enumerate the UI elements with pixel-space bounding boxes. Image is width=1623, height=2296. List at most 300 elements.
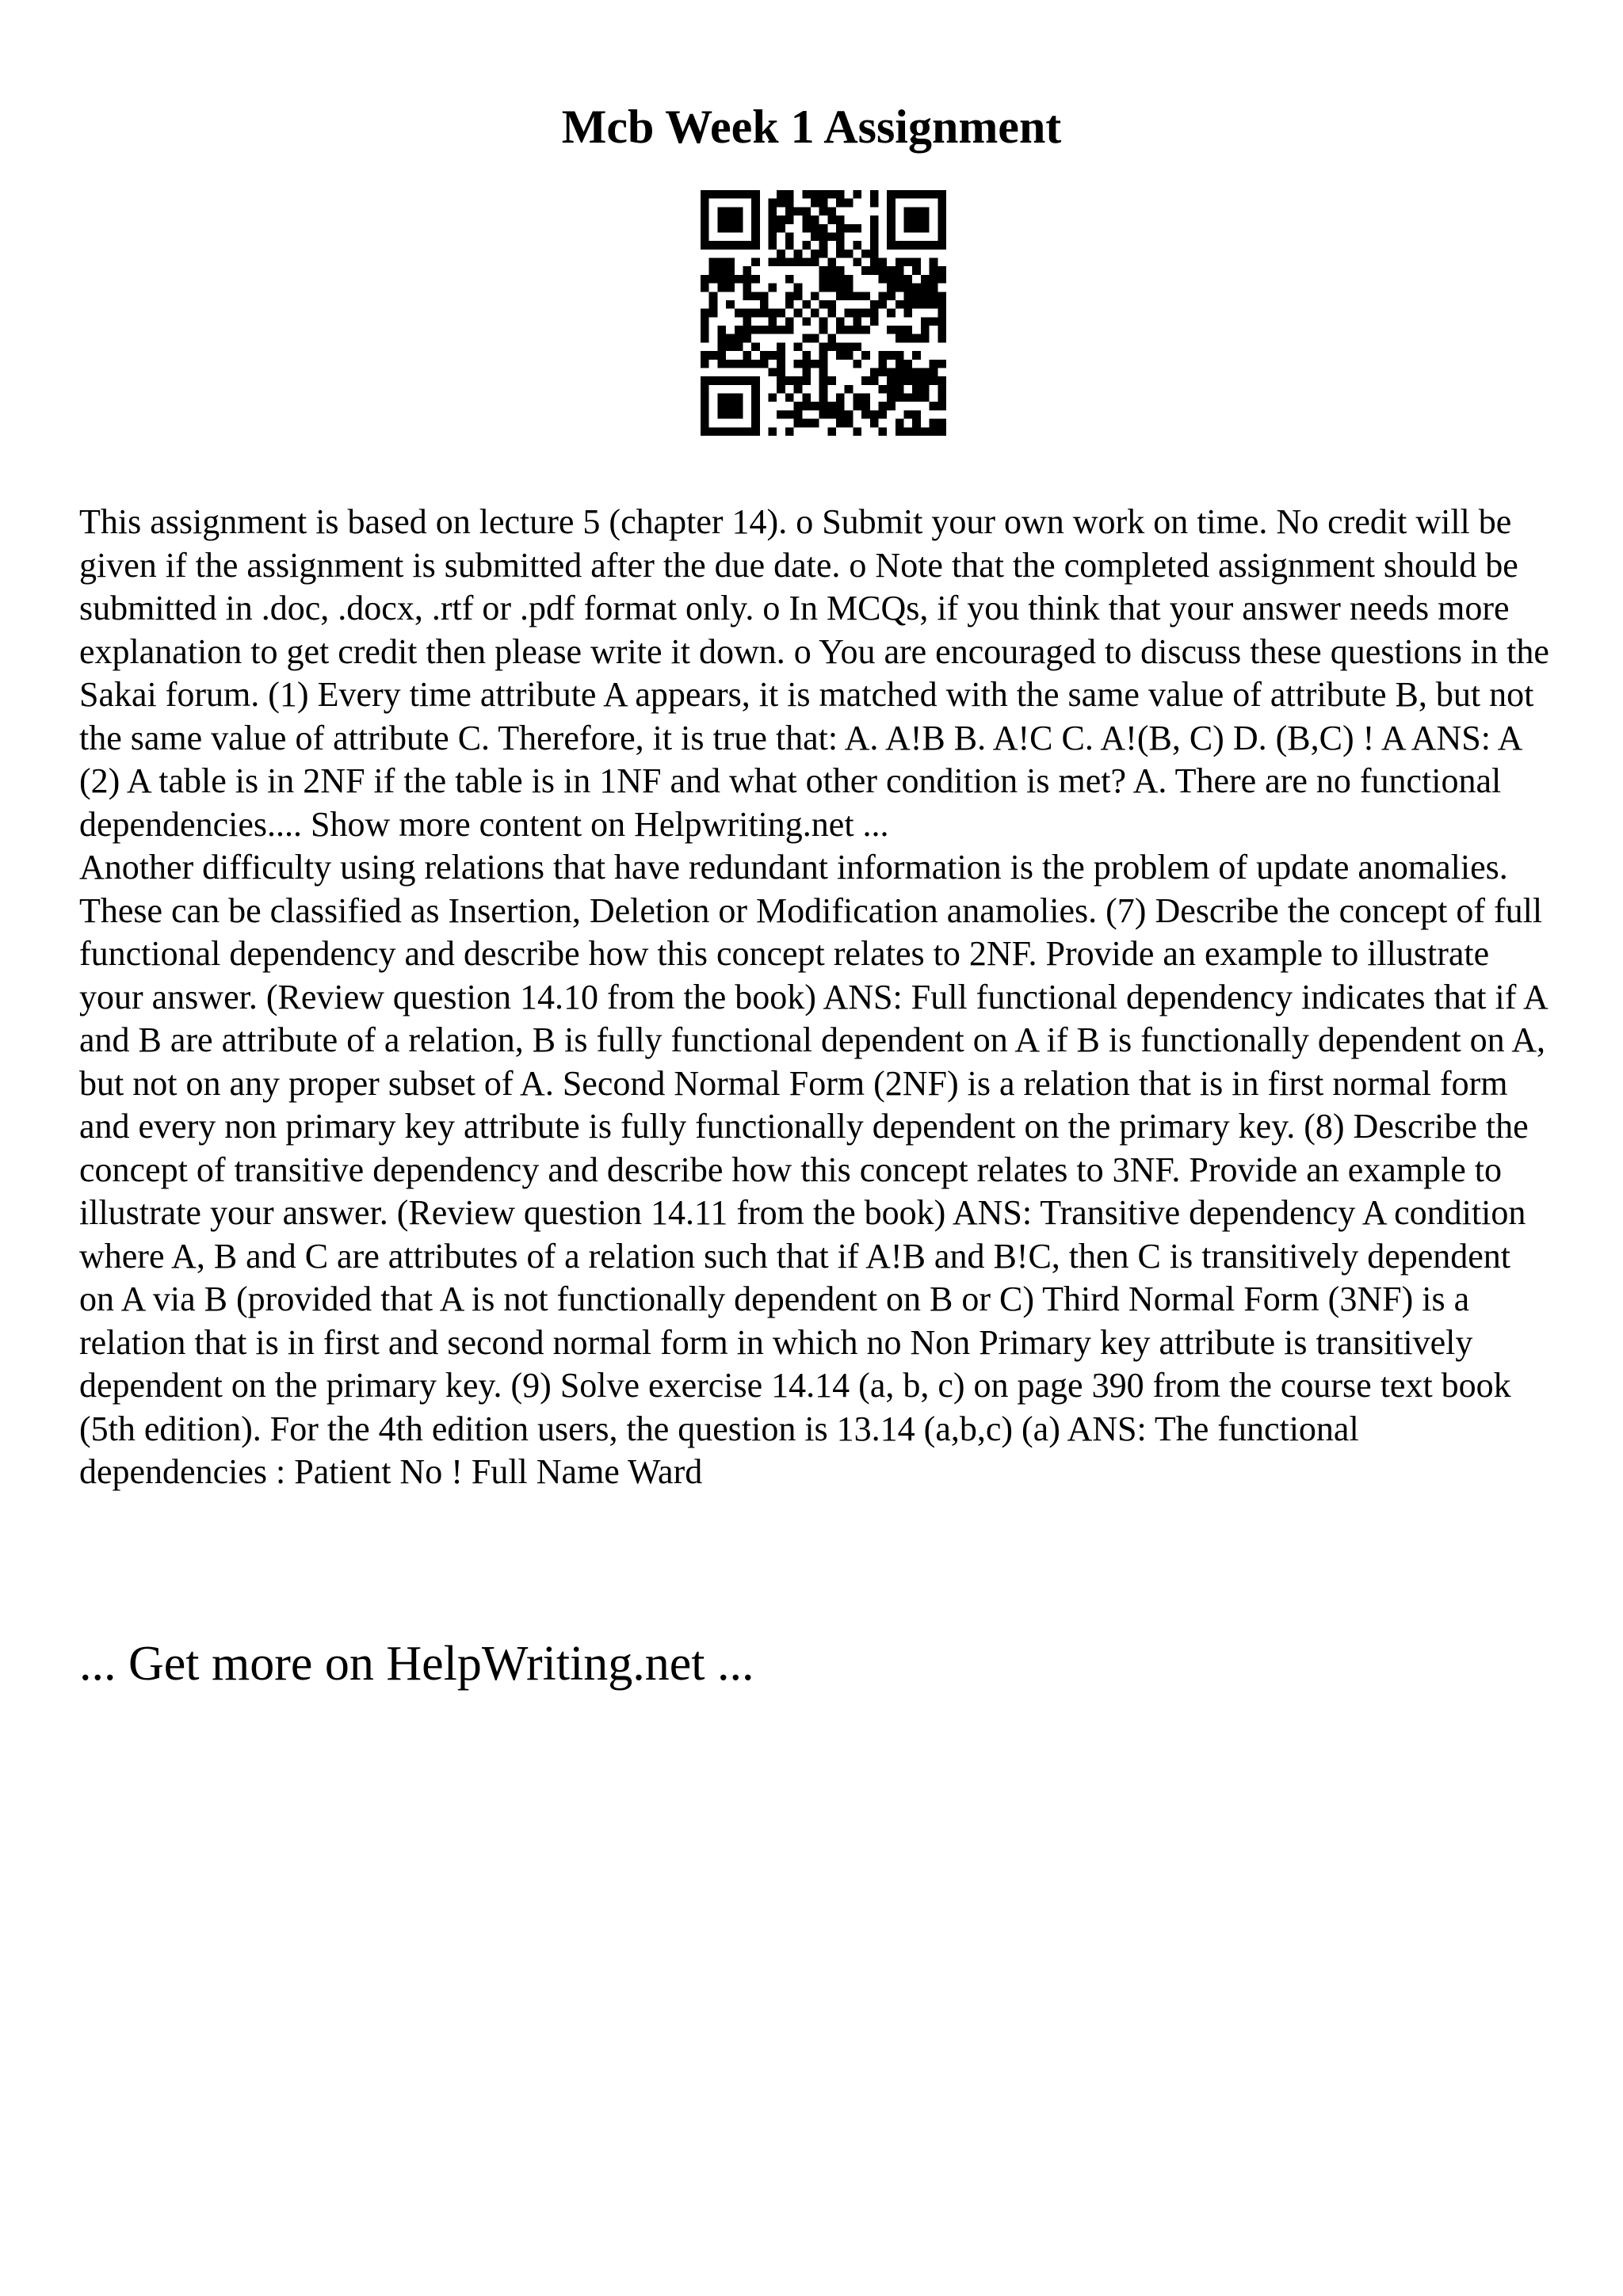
qr-module	[751, 258, 760, 267]
qr-module	[930, 258, 938, 267]
qr-module	[930, 300, 938, 309]
qr-module	[769, 199, 777, 208]
qr-module	[751, 342, 760, 351]
qr-module	[921, 215, 930, 224]
qr-module	[802, 241, 811, 250]
qr-module	[845, 199, 854, 208]
qr-module	[794, 385, 803, 394]
qr-module	[760, 300, 769, 309]
qr-module	[735, 215, 743, 224]
qr-module	[938, 309, 946, 318]
qr-module	[861, 351, 870, 360]
qr-module	[811, 215, 819, 224]
qr-module	[836, 275, 845, 284]
qr-module	[751, 207, 760, 215]
qr-module	[794, 284, 803, 292]
qr-module	[743, 190, 751, 199]
qr-module	[921, 317, 930, 326]
page-title: Mcb Week 1 Assignment	[561, 101, 1062, 153]
qr-module	[769, 368, 777, 376]
qr-module	[870, 224, 879, 233]
qr-module	[785, 232, 794, 241]
qr-module	[769, 215, 777, 224]
qr-module	[726, 275, 735, 284]
qr-module	[845, 419, 854, 428]
qr-module	[836, 266, 845, 275]
qr-module	[930, 376, 938, 385]
qr-module	[794, 410, 803, 419]
qr-module	[904, 190, 913, 199]
qr-module	[735, 190, 743, 199]
qr-module	[777, 410, 785, 419]
qr-module	[819, 394, 828, 402]
qr-module	[726, 190, 735, 199]
qr-module	[743, 317, 751, 326]
qr-module	[751, 385, 760, 394]
qr-module	[930, 190, 938, 199]
qr-module	[845, 342, 854, 351]
qr-module	[743, 334, 751, 343]
qr-module	[896, 394, 904, 402]
qr-module	[930, 402, 938, 410]
qr-module	[921, 394, 930, 402]
qr-module	[819, 199, 828, 208]
qr-module	[785, 258, 794, 267]
qr-module	[887, 292, 896, 300]
qr-module	[769, 394, 777, 402]
qr-module	[853, 317, 861, 326]
qr-module	[717, 266, 726, 275]
qr-module	[751, 402, 760, 410]
qr-module	[845, 250, 854, 258]
qr-module	[777, 326, 785, 334]
qr-module	[904, 368, 913, 376]
qr-module	[743, 427, 751, 436]
qr-module	[701, 275, 709, 284]
qr-module	[853, 241, 861, 250]
qr-module	[802, 402, 811, 410]
qr-module	[912, 190, 921, 199]
qr-module	[760, 360, 769, 368]
qr-module	[930, 419, 938, 428]
qr-module	[726, 394, 735, 402]
qr-module	[896, 326, 904, 334]
qr-module	[836, 241, 845, 250]
qr-module	[701, 419, 709, 428]
qr-module	[811, 402, 819, 410]
qr-module	[819, 342, 828, 351]
qr-module	[802, 207, 811, 215]
qr-module	[878, 300, 887, 309]
qr-module	[743, 275, 751, 284]
qr-module	[827, 427, 836, 436]
qr-module	[878, 292, 887, 300]
qr-module	[701, 410, 709, 419]
qr-module	[938, 427, 946, 436]
qr-module	[912, 427, 921, 436]
qr-module	[836, 232, 845, 241]
qr-module	[827, 334, 836, 343]
qr-module	[717, 376, 726, 385]
qr-module	[912, 410, 921, 419]
qr-module	[819, 410, 828, 419]
qr-module	[921, 326, 930, 334]
qr-module	[887, 241, 896, 250]
qr-module	[785, 376, 794, 385]
qr-module	[701, 427, 709, 436]
qr-module	[785, 394, 794, 402]
qr-module	[777, 250, 785, 258]
qr-module	[701, 309, 709, 318]
qr-code-icon	[701, 190, 946, 436]
qr-module	[921, 385, 930, 394]
qr-module	[912, 292, 921, 300]
qr-module	[921, 241, 930, 250]
qr-module	[861, 292, 870, 300]
qr-module	[726, 334, 735, 343]
qr-module	[930, 241, 938, 250]
qr-module	[938, 402, 946, 410]
qr-module	[853, 224, 861, 233]
qr-module	[904, 207, 913, 215]
qr-module	[802, 258, 811, 267]
qr-module	[726, 284, 735, 292]
qr-module	[912, 351, 921, 360]
qr-module	[769, 258, 777, 267]
qr-module	[802, 419, 811, 428]
qr-module	[853, 394, 861, 402]
qr-module	[887, 224, 896, 233]
qr-module	[751, 419, 760, 428]
qr-module	[717, 224, 726, 233]
qr-module	[701, 334, 709, 343]
qr-module	[836, 326, 845, 334]
qr-module	[887, 190, 896, 199]
body-paragraph: Another difficulty using relations that have redundant information is the problem of update anomalies. These can be classified as Insertion, Deletion or Modification anamolies. (7) Describe the concept of full functional dependency and describe how this concept relates to 2NF. Provide an example to illustrate your answer. (Review question 14.10 from the book) ANS: Full functional dependency indicates that if A and B are attribute of a relation, B is fully functional dependent on A if B is functionally dependent on A, but not on any proper subset of A. Second Normal Form (2NF) is a relation that is in first normal form and every non primary key attribute is fully functionally dependent on the primary key. (8) Describe the concept of transitive dependency and describe how this concept relates to 3NF. Provide an example to illustrate your answer. (Review question 14.11 from the book) ANS: Transitive dependency A condition where A, B and C are attributes of a relation such that if A!B and B!C, then C is transitively dependent on A via B (provided that A is not functionally dependent on B or C) Third Normal Form (3NF) is a relation that is in first and second normal form in which no Non Primary key attribute is transitively dependent on the primary key. (9) Solve exercise 14.14 (a, b, c) on page 390 from the course text book (5th edition). For the 4th edition users, the question is 13.14 (a,b,c) (a) ANS: The functional dependencies : Patient No ! Full Name Ward	[79, 848, 1547, 1491]
qr-module	[794, 207, 803, 215]
qr-module	[760, 326, 769, 334]
body-paragraph: This assignment is based on lecture 5 (chapter 14). o Submit your own work on time. No credit will be given if the assignment is submitted after the due date. o Note that the completed assignment should be submitted in .doc, .docx, .rtf or .pdf format only. o In MCQs, if you think that your answer needs more explanation to get credit then please write it down. o You are encouraged to discuss these questions in the Sakai forum. (1) Every time attribute A appears, it is matched with the same value of attribute B, but not the same value of attribute C. Therefore, it is true that: A. A!B B. A!C C. A!(B, C) D. (B,C) ! A ANS: A (2) A table is in 2NF if the table is in 1NF and what other condition is met? A. There are no functional dependencies.... Show more content on Helpwriting.net ...	[79, 502, 1549, 844]
qr-module	[921, 300, 930, 309]
qr-module	[836, 402, 845, 410]
qr-module	[845, 292, 854, 300]
qr-module	[836, 394, 845, 402]
qr-module	[751, 241, 760, 250]
qr-module	[870, 317, 879, 326]
qr-module	[887, 326, 896, 334]
qr-module	[769, 232, 777, 241]
qr-module	[701, 199, 709, 208]
qr-module	[938, 207, 946, 215]
qr-module	[794, 250, 803, 258]
qr-module	[717, 351, 726, 360]
qr-module	[794, 292, 803, 300]
qr-module	[769, 241, 777, 250]
qr-module	[735, 360, 743, 368]
qr-module	[794, 402, 803, 410]
qr-module	[794, 376, 803, 385]
qr-module	[887, 199, 896, 208]
qr-module	[904, 410, 913, 419]
qr-module	[887, 351, 896, 360]
qr-module	[709, 351, 718, 360]
qr-module	[836, 250, 845, 258]
qr-module	[827, 275, 836, 284]
qr-module	[819, 190, 828, 199]
qr-module	[896, 266, 904, 275]
qr-module	[836, 199, 845, 208]
qr-module	[726, 410, 735, 419]
qr-module	[904, 309, 913, 318]
qr-module	[921, 207, 930, 215]
qr-module	[726, 207, 735, 215]
qr-module	[735, 394, 743, 402]
qr-module	[887, 275, 896, 284]
qr-module	[802, 317, 811, 326]
qr-module	[887, 402, 896, 410]
qr-module	[904, 326, 913, 334]
qr-module	[751, 394, 760, 402]
qr-module	[709, 275, 718, 284]
qr-module	[701, 232, 709, 241]
qr-module	[878, 385, 887, 394]
qr-module	[802, 224, 811, 233]
qr-module	[845, 351, 854, 360]
qr-module	[717, 360, 726, 368]
qr-module	[717, 258, 726, 267]
qr-module	[930, 292, 938, 300]
qr-module	[701, 207, 709, 215]
qr-module	[811, 419, 819, 428]
qr-module	[743, 241, 751, 250]
qr-module	[853, 258, 861, 267]
qr-module	[870, 232, 879, 241]
qr-module	[896, 419, 904, 428]
qr-module	[811, 224, 819, 233]
qr-module	[777, 199, 785, 208]
qr-module	[751, 410, 760, 419]
qr-module	[709, 258, 718, 267]
qr-module	[887, 368, 896, 376]
qr-module	[819, 241, 828, 250]
qr-module	[878, 266, 887, 275]
qr-module	[760, 309, 769, 318]
qr-module	[819, 232, 828, 241]
qr-module	[717, 190, 726, 199]
qr-module	[819, 284, 828, 292]
qr-module	[861, 326, 870, 334]
qr-module	[794, 360, 803, 368]
qr-module	[853, 326, 861, 334]
qr-module	[912, 300, 921, 309]
qr-module	[802, 215, 811, 224]
qr-module	[811, 258, 819, 267]
qr-module	[819, 368, 828, 376]
qr-module	[827, 342, 836, 351]
qr-module	[709, 427, 718, 436]
qr-module	[701, 284, 709, 292]
qr-module	[938, 376, 946, 385]
qr-module	[751, 199, 760, 208]
qr-module	[921, 284, 930, 292]
qr-module	[735, 224, 743, 233]
qr-module	[912, 334, 921, 343]
document-body	[79, 501, 1553, 1494]
qr-module	[701, 326, 709, 334]
qr-module	[896, 275, 904, 284]
qr-module	[777, 224, 785, 233]
qr-module	[912, 284, 921, 292]
qr-module	[717, 402, 726, 410]
qr-module	[861, 410, 870, 419]
qr-module	[921, 368, 930, 376]
qr-module	[785, 241, 794, 250]
qr-module	[802, 190, 811, 199]
qr-module	[819, 351, 828, 360]
qr-module	[845, 275, 854, 284]
qr-module	[878, 360, 887, 368]
qr-module	[709, 190, 718, 199]
qr-module	[735, 326, 743, 334]
qr-module	[743, 309, 751, 318]
qr-module	[904, 284, 913, 292]
qr-module	[904, 376, 913, 385]
qr-module	[751, 427, 760, 436]
qr-module	[861, 376, 870, 385]
qr-module	[870, 419, 879, 428]
qr-module	[887, 309, 896, 318]
qr-module	[726, 300, 735, 309]
qr-module	[870, 376, 879, 385]
qr-module	[785, 300, 794, 309]
qr-module	[735, 207, 743, 215]
qr-module	[921, 334, 930, 343]
qr-module	[870, 309, 879, 318]
qr-module	[717, 394, 726, 402]
qr-module	[802, 376, 811, 385]
qr-module	[726, 376, 735, 385]
get-more-link[interactable]: ... Get more on HelpWriting.net ...	[79, 1637, 754, 1691]
qr-module	[912, 207, 921, 215]
qr-module	[785, 317, 794, 326]
qr-module	[887, 385, 896, 394]
qr-module	[853, 309, 861, 318]
qr-module	[904, 275, 913, 284]
qr-module	[938, 419, 946, 428]
qr-module	[836, 292, 845, 300]
qr-module	[726, 427, 735, 436]
qr-module	[912, 376, 921, 385]
qr-module	[811, 250, 819, 258]
qr-module	[785, 275, 794, 284]
qr-module	[735, 410, 743, 419]
qr-module	[870, 368, 879, 376]
qr-module	[896, 241, 904, 250]
qr-module	[701, 402, 709, 410]
qr-module	[777, 376, 785, 385]
qr-module	[785, 199, 794, 208]
qr-module	[836, 284, 845, 292]
qr-module	[751, 190, 760, 199]
qr-module	[827, 215, 836, 224]
qr-module	[896, 360, 904, 368]
qr-module	[938, 385, 946, 394]
qr-module	[811, 334, 819, 343]
qr-module	[819, 250, 828, 258]
qr-module	[827, 207, 836, 215]
qr-module	[760, 292, 769, 300]
qr-module	[709, 300, 718, 309]
qr-module	[938, 275, 946, 284]
qr-module	[701, 317, 709, 326]
qr-module	[735, 427, 743, 436]
qr-module	[769, 224, 777, 233]
qr-module	[735, 309, 743, 318]
qr-module	[709, 241, 718, 250]
qr-module	[845, 284, 854, 292]
qr-module	[938, 292, 946, 300]
qr-module	[912, 385, 921, 394]
qr-module	[845, 326, 854, 334]
qr-module	[912, 266, 921, 275]
qr-module	[709, 266, 718, 275]
qr-module	[836, 419, 845, 428]
qr-module	[827, 190, 836, 199]
qr-module	[921, 275, 930, 284]
qr-module	[751, 215, 760, 224]
qr-module	[735, 342, 743, 351]
qr-module	[887, 376, 896, 385]
qr-module	[870, 199, 879, 208]
qr-module	[887, 215, 896, 224]
qr-module	[769, 427, 777, 436]
qr-module	[717, 284, 726, 292]
qr-module	[769, 351, 777, 360]
qr-module	[701, 394, 709, 402]
qr-module	[717, 342, 726, 351]
qr-module	[769, 326, 777, 334]
qr-module	[938, 334, 946, 343]
qr-module	[845, 309, 854, 318]
qr-module	[912, 368, 921, 376]
qr-module	[887, 207, 896, 215]
qr-module	[861, 250, 870, 258]
qr-module	[743, 360, 751, 368]
qr-module	[930, 368, 938, 376]
qr-module	[930, 427, 938, 436]
qr-module	[853, 427, 861, 436]
qr-module	[726, 266, 735, 275]
qr-module	[853, 342, 861, 351]
qr-module	[870, 266, 879, 275]
qr-module	[827, 266, 836, 275]
qr-module	[938, 199, 946, 208]
qr-module	[743, 266, 751, 275]
qr-module	[701, 385, 709, 394]
qr-module	[896, 334, 904, 343]
qr-module	[853, 190, 861, 199]
qr-module	[811, 292, 819, 300]
qr-module	[912, 419, 921, 428]
qr-module	[785, 215, 794, 224]
qr-module	[836, 215, 845, 224]
qr-module	[896, 190, 904, 199]
qr-module	[896, 284, 904, 292]
qr-module	[878, 427, 887, 436]
qr-module	[819, 385, 828, 394]
qr-module	[785, 326, 794, 334]
qr-module	[709, 292, 718, 300]
